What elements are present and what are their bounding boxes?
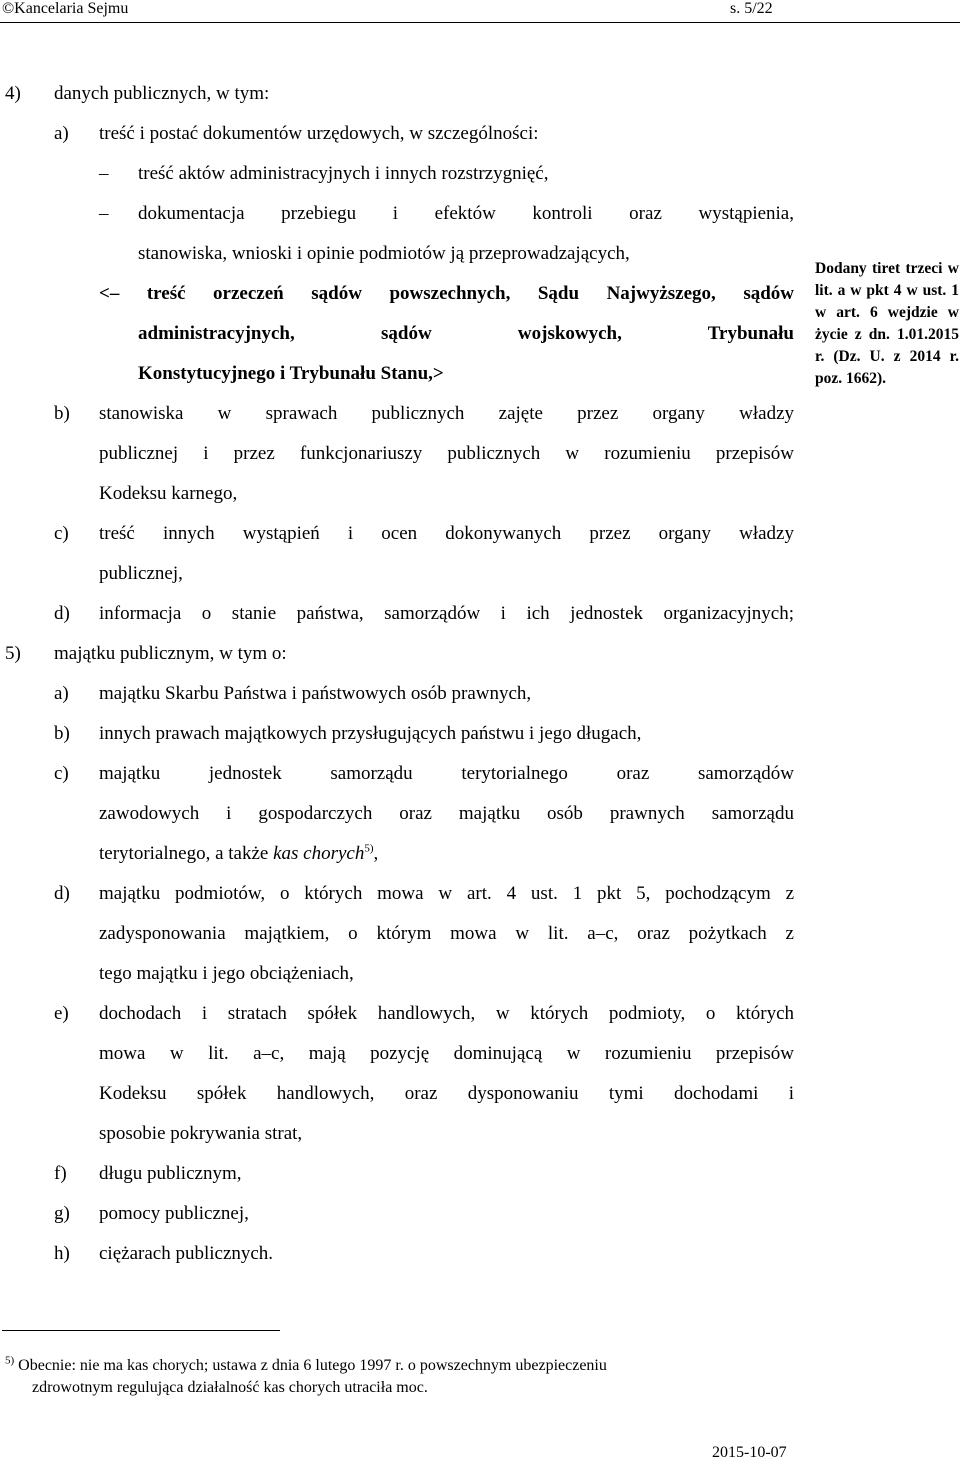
p5c-line3-pre: terytorialnego, a także (99, 843, 274, 864)
p5e-line3: Kodeksu spółek handlowych, oraz dysponowaniu tymi dochodami i (99, 1083, 794, 1104)
p5c-line3-post: , (373, 843, 379, 864)
p5e-line1: dochodach i stratach spółek handlowych, w których podmioty, o których (99, 1003, 794, 1024)
p5b-label: b) (54, 723, 70, 744)
footnote-line2: zdrowotnym regulująca działalność kas chorych utraciła moc. (32, 1379, 428, 1396)
p5c-line2: zawodowych i gospodarczych oraz majątku osób prawnych samorządu (99, 803, 794, 824)
p4b-line3: Kodeksu karnego, (99, 483, 238, 504)
p5-label: 5) (5, 643, 21, 664)
footnote-line1 (5, 1356, 607, 1376)
p5c-line3-italic: kas chorych (273, 843, 365, 864)
p5d-label: d) (54, 883, 70, 904)
document-date: 2015-10-07 (712, 1444, 787, 1461)
p4d-label: d) (54, 603, 70, 624)
p5e-line2: mowa w lit. a–c, mają pozycję dominującą w rozumieniu przepisów (99, 1043, 794, 1064)
header-rule (0, 22, 960, 23)
p4b-line1: stanowiska w sprawach publicznych zajęte przez organy władzy (99, 403, 794, 424)
dash-mark: – (99, 163, 109, 184)
margin-note: Dodany tiret trzeci w lit. a w pkt 4 w ust. 1 w art. 6 wejdzie w życie z dn. 1.01.2015 r. (Dz. U. z 2014 r. poz. 1662). (815, 260, 959, 387)
p4b-line2: publicznej i przez funkcjonariuszy publicznych w rozumieniu przepisów (99, 443, 794, 464)
p4-label: 4) (5, 83, 21, 104)
p5d-line1: majątku podmiotów, o których mowa w art. 4 ust. 1 pkt 5, pochodzącym z (99, 883, 794, 904)
p4a-dash3-line1: <– treść orzeczeń sądów powszechnych, Sądu Najwyższego, sądów (99, 283, 794, 304)
p4-text: danych publicznych, w tym: (54, 83, 270, 104)
p4a-dash3-line3: Konstytucyjnego i Trybunału Stanu,> (138, 363, 444, 384)
p4d-line1: informacja o stanie państwa, samorządów i ich jednostek organizacyjnych; (99, 603, 794, 624)
dash-mark: – (99, 203, 109, 224)
p4c-label: c) (54, 523, 69, 544)
p4a-dash1: treść aktów administracyjnych i innych rozstrzygnięć, (138, 163, 549, 184)
p5h-label: h) (54, 1243, 70, 1264)
footnote-rule (2, 1330, 280, 1331)
header-copyright: ©Kancelaria Sejmu (2, 0, 129, 17)
p5d-line3: tego majątku i jego obciążeniach, (99, 963, 354, 984)
p4c-line1: treść innych wystąpień i ocen dokonywanych przez organy władzy (99, 523, 794, 544)
p4a-text: treść i postać dokumentów urzędowych, w szczególności: (99, 123, 539, 144)
p5h-line1: ciężarach publicznych. (99, 1243, 274, 1264)
p5a-label: a) (54, 683, 69, 704)
footnote-mark: 5) (5, 1354, 15, 1367)
p5g-line1: pomocy publicznej, (99, 1203, 249, 1224)
p5-text: majątku publicznym, w tym o: (54, 643, 287, 664)
footnote-ref: 5) (364, 842, 374, 855)
p4a-dash2-line2: stanowiska, wnioski i opinie podmiotów ją przeprowadzających, (138, 243, 630, 264)
p4c-line2: publicznej, (99, 563, 183, 584)
footnote-text-1: Obecnie: nie ma kas chorych; ustawa z dnia 6 lutego 1997 r. o powszechnym ubezpieczeniu (18, 1357, 607, 1374)
p5f-line1: długu publicznym, (99, 1163, 242, 1184)
p5c-label: c) (54, 763, 69, 784)
header-page-number: s. 5/22 (730, 0, 773, 17)
p5f-label: f) (54, 1163, 67, 1184)
p5b-line1: innych prawach majątkowych przysługujących państwu i jego długach, (99, 723, 642, 744)
p5c-line1: majątku jednostek samorządu terytorialnego oraz samorządów (99, 763, 794, 784)
p5d-line2: zadysponowania majątkiem, o którym mowa w lit. a–c, oraz pożytkach z (99, 923, 794, 944)
p5g-label: g) (54, 1203, 70, 1224)
p5a-line1: majątku Skarbu Państwa i państwowych osób prawnych, (99, 683, 532, 704)
p5e-line4: sposobie pokrywania strat, (99, 1123, 303, 1144)
p4b-label: b) (54, 403, 70, 424)
p4a-dash2-line1: dokumentacja przebiegu i efektów kontroli oraz wystąpienia, (138, 203, 794, 224)
p4a-dash3-line2: administracyjnych, sądów wojskowych, Trybunału (138, 323, 794, 344)
p5e-label: e) (54, 1003, 69, 1024)
p4a-label: a) (54, 123, 69, 144)
p5c-line3 (99, 842, 378, 866)
